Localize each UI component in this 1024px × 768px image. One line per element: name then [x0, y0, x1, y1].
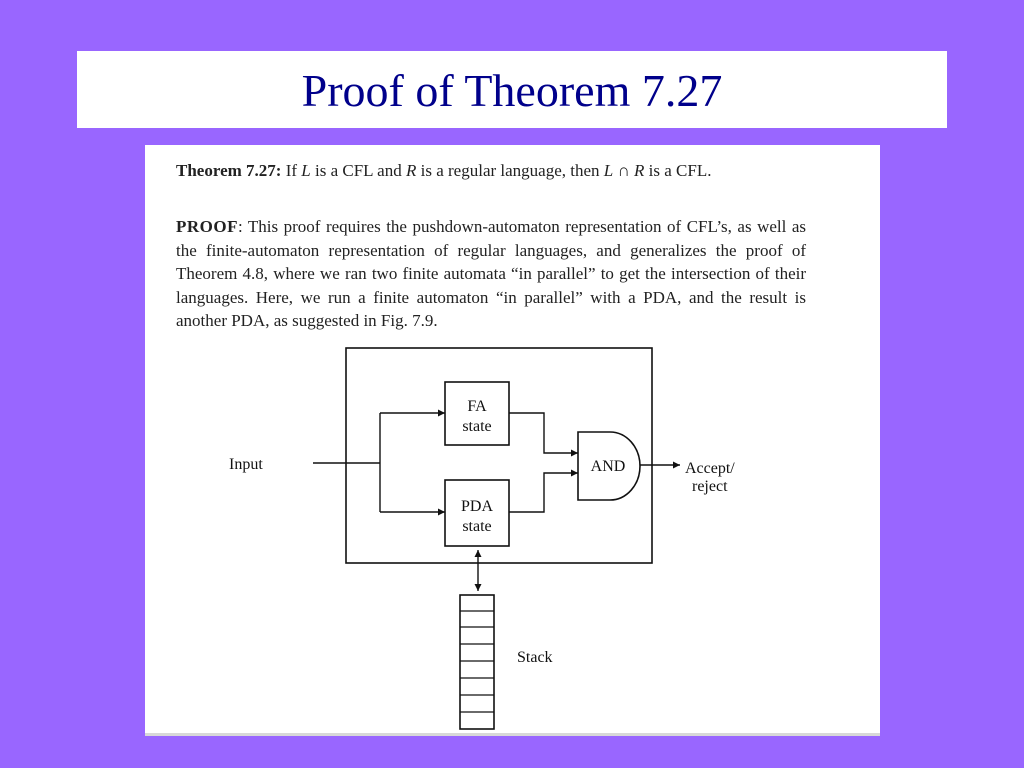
stack-label: Stack: [517, 649, 553, 666]
stack-box: [460, 595, 494, 729]
pda-label-line1: PDA: [460, 498, 494, 515]
proof-label: PROOF: [176, 217, 238, 236]
output-label-line2: reject: [692, 478, 728, 495]
pda-fa-diagram: [145, 145, 880, 733]
fa-to-and-arrow: [509, 413, 578, 453]
stack-cells: [460, 611, 494, 712]
proof-text: : This proof requires the pushdown-automaton representation of CFL’s, as well as the finite-automaton representation of regular languages, and generalizes the proof of Theorem 4.8, where we ran two finite automata “in parallel” to get the intersection of their languages. Here, we run a finite automaton “in parallel” with a PDA, and the result is another PDA, as suggested in Fig. 7.9.: [176, 217, 806, 330]
scanned-figure: [145, 145, 880, 736]
slide-title: Proof of Theorem 7.27: [301, 64, 723, 116]
output-label-line1: Accept/: [685, 460, 735, 477]
pda-to-and-arrow: [509, 473, 578, 512]
input-label: Input: [229, 456, 263, 473]
and-label: AND: [590, 458, 626, 475]
title-box: [77, 51, 947, 128]
theorem-statement: Theorem 7.27: If L is a CFL and R is a regular language, then L ∩ R is a CFL.: [176, 161, 712, 180]
fa-label-line2: state: [462, 418, 492, 435]
theorem-label: Theorem 7.27:: [176, 161, 282, 180]
pda-label-line2: state: [462, 518, 492, 535]
fa-label-line1: FA: [467, 398, 487, 415]
outer-machine-box: [346, 348, 652, 563]
